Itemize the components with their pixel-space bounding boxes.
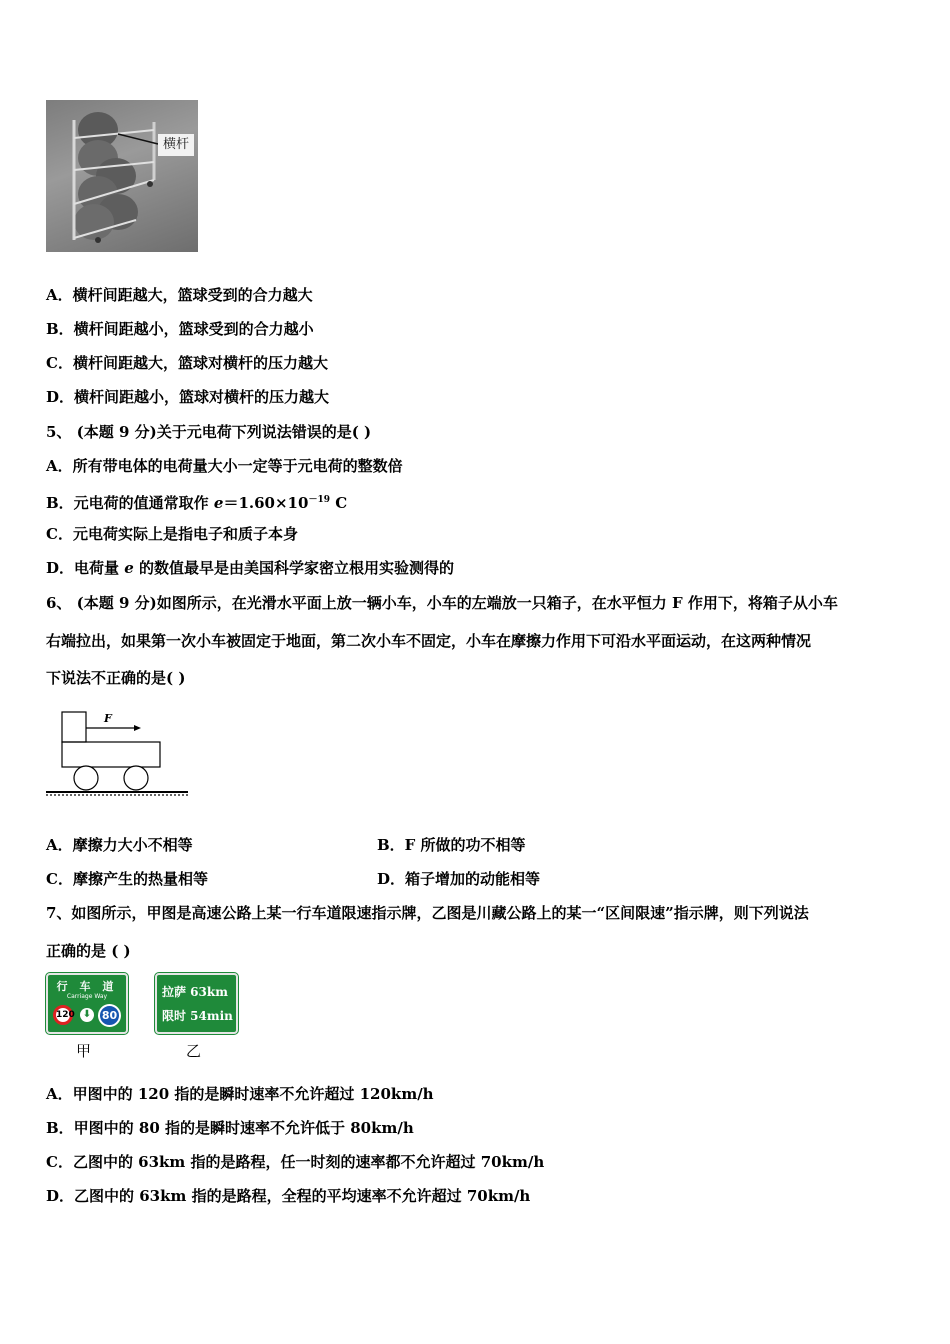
q6-option-c: C．摩擦产生的热量相等 [46,870,208,888]
q5-option-a: A．所有带电体的电荷量大小一定等于元电荷的整数倍 [46,457,403,475]
sign-a-title: 行 车 道 [56,980,118,993]
q4-option-c: C．横杆间距越大，篮球对横杆的压力越大 [46,354,328,372]
q7-stem-line-2: 正确的是 ( ) [46,942,131,960]
q6-option-a: A．摩擦力大小不相等 [46,836,193,854]
q5-option-d [46,558,454,578]
q4-option-a: A．横杆间距越大，篮球受到的合力越大 [46,286,313,304]
interval-speed-sign [155,973,238,1034]
charge-symbol: e [213,494,224,512]
q7-option-c: C．乙图中的 63km 指的是路程，任一时刻的速率都不允许超过 70km/h [46,1153,545,1171]
basketball-rack-icon [46,100,198,252]
down-arrow-icon: ⬇ [80,1008,94,1022]
max-speed-badge: 120 [53,1005,73,1025]
q4-option-b: B．横杆间距越小，篮球受到的合力越小 [46,320,314,338]
force-label: F [104,712,112,725]
q5-option-d-rest: 的数值最早是由美国科学家密立根用实验测得的 [133,559,455,577]
cart-box-diagram [46,708,191,798]
q7-option-a: A．甲图中的 120 指的是瞬时速率不允许超过 120km/h [46,1085,434,1103]
crossbar-label: 横杆 [158,134,194,156]
q5-option-d-text: D．电荷量 [46,559,125,577]
q5-stem: 5、 (本题 9 分)关于元电荷下列说法错误的是( ) [46,423,372,441]
q5-option-b-unit: C [329,494,348,512]
min-speed-badge: 80 [98,1004,121,1027]
q5-option-c: C．元电荷实际上是指电子和质子本身 [46,525,298,543]
charge-symbol: e [124,559,134,577]
q6-stem-line-1: 6、 (本题 9 分)如图所示，在光滑水平面上放一辆小车，小车的左端放一只箱子，在水平恒力 F 作用下，将箱子从小车 [46,594,838,612]
q5-option-b [46,490,347,513]
q5-option-b-value: ＝1.60×10 [223,494,309,512]
sign-a-caption: 甲 [76,1042,92,1060]
q7-option-d: D．乙图中的 63km 指的是路程，全程的平均速率不允许超过 70km/h [46,1187,531,1205]
lane-speed-limit-sign [46,973,128,1034]
sign-b-distance: 拉萨 63km [162,985,228,999]
q5-option-b-text: B．元电荷的值通常取作 [46,494,214,512]
q6-stem-line-3: 下说法不正确的是( ) [46,669,186,687]
q6-option-b: B．F 所做的功不相等 [377,836,526,854]
sign-b-caption: 乙 [186,1042,202,1060]
q7-stem-line-1: 7、如图所示，甲图是高速公路上某一行车道限速指示牌，乙图是川藏公路上的某一“区间限速”指示牌，则下列说法 [46,904,809,922]
basketball-rack-photo [46,100,198,252]
q6-stem-line-2: 右端拉出，如果第一次小车被固定于地面，第二次小车不固定，小车在摩擦力作用下可沿水平面运动，在这两种情况 [46,632,812,650]
q5-option-b-exponent: －19 [308,495,330,505]
sign-b-time-limit: 限时 54min [162,1009,233,1023]
q7-option-b: B．甲图中的 80 指的是瞬时速率不允许低于 80km/h [46,1119,414,1137]
sign-a-subtitle: Carriage Way [66,993,108,1000]
q4-option-d: D．横杆间距越小，篮球对横杆的压力越大 [46,388,330,406]
q6-option-d: D．箱子增加的动能相等 [377,870,541,888]
